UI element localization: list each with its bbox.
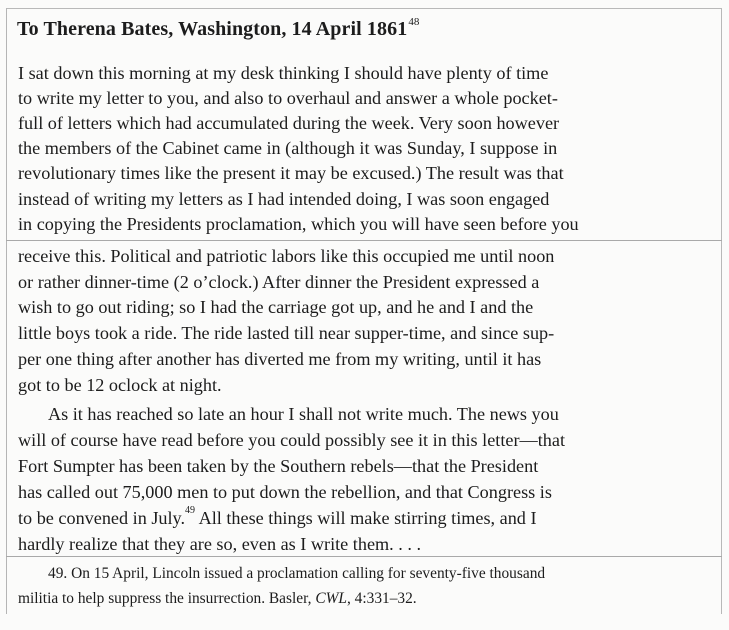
letter-heading <box>17 18 420 41</box>
body-line: in copying the Presidents proclamation, which you will have seen before you <box>18 214 579 234</box>
footnote-text: militia to help suppress the insurrection. Basler, <box>18 590 316 607</box>
body-line: the members of the Cabinet came in (although it was Sunday, I suppose in <box>18 138 558 158</box>
footnote-citation: CWL <box>315 590 347 607</box>
body-line: full of letters which had accumulated during the week. Very soon however <box>18 113 560 133</box>
footnote-line: 49. On 15 April, Lincoln issued a proclamation calling for seventy-five thousand <box>48 565 546 582</box>
scan-splice-line <box>6 240 722 241</box>
body-line: receive this. Political and patriotic labors like this occupied me until noon <box>18 246 555 266</box>
body-line-text: to be convened in July. <box>18 508 186 528</box>
body-line: I sat down this morning at my desk thinking I should have plenty of time <box>18 63 549 83</box>
body-line: hardly realize that they are so, even as I write them. . . . <box>18 534 421 554</box>
body-line: will of course have read before you could possibly see it in this letter—that <box>18 430 565 450</box>
left-border <box>6 8 7 614</box>
footnote-line <box>18 591 417 606</box>
body-line: per one thing after another has diverted me from my writing, until it has <box>18 349 542 369</box>
body-line: instead of writing my letters as I had intended doing, I was soon engaged <box>18 189 550 209</box>
footnote-text: , 4:331–32. <box>346 590 417 607</box>
body-line: got to be 12 oclock at night. <box>18 375 222 395</box>
body-line: wish to go out riding; so I had the carriage got up, and he and I and the <box>18 297 534 317</box>
body-line: As it has reached so late an hour I shall not write much. The news you <box>48 404 559 424</box>
top-border <box>6 8 722 9</box>
heading-note-ref: 48 <box>408 16 420 28</box>
footnote-separator <box>6 556 722 557</box>
footnote-ref: 49 <box>185 505 196 516</box>
body-line <box>18 505 537 528</box>
body-line: to write my letter to you, and also to overhaul and answer a whole pocket- <box>18 88 558 108</box>
heading-text: To Therena Bates, Washington, 14 April 1861 <box>17 18 408 40</box>
body-line-text: All these things will make stirring times, and I <box>195 508 537 528</box>
body-line: little boys took a ride. The ride lasted till near supper-time, and since sup- <box>18 323 555 343</box>
body-line: or rather dinner-time (2 o’clock.) After dinner the President expressed a <box>18 272 540 292</box>
body-line: Fort Sumpter has been taken by the Southern rebels—that the President <box>18 456 539 476</box>
body-line: revolutionary times like the present it may be excused.) The result was that <box>18 163 564 183</box>
right-border <box>721 8 722 614</box>
body-line: has called out 75,000 men to put down the rebellion, and that Congress is <box>18 482 552 502</box>
